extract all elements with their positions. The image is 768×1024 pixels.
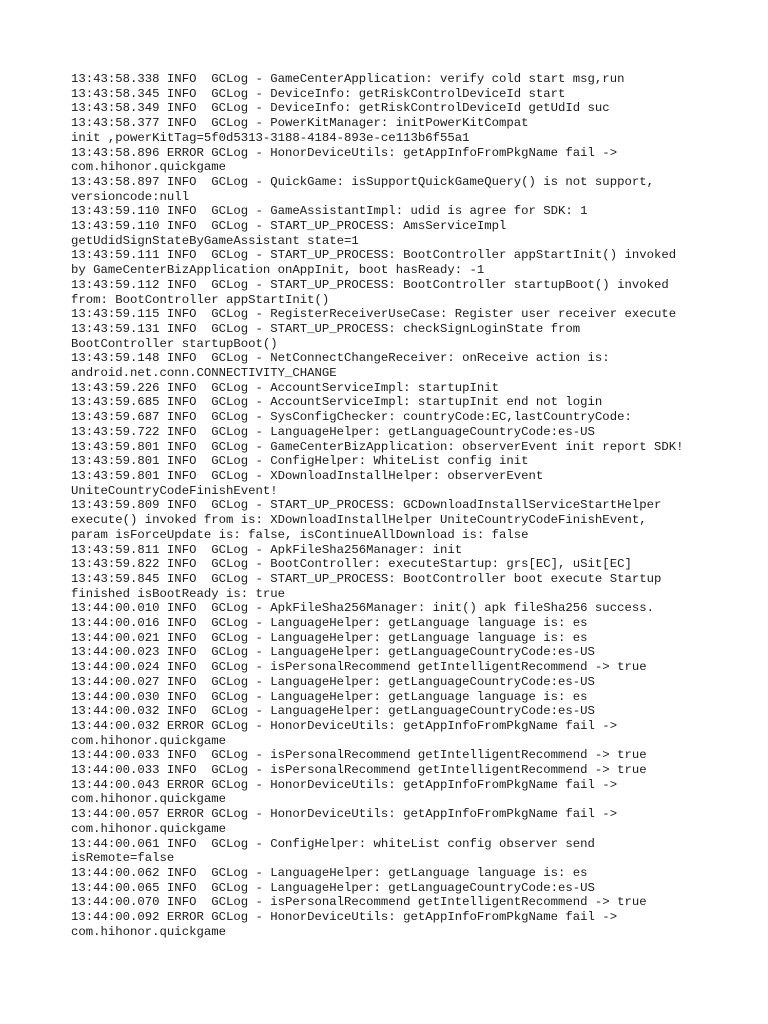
log-line: 13:43:59.687 INFO GCLog - SysConfigChecker: countryCode:EC,lastCountryCode:	[71, 410, 632, 425]
log-line: execute() invoked from is: XDownloadInstallHelper UniteCountryCodeFinishEvent,	[71, 513, 647, 528]
log-line: 13:44:00.010 INFO GCLog - ApkFileSha256Manager: init() apk fileSha256 success.	[71, 601, 654, 616]
log-line: 13:44:00.032 INFO GCLog - LanguageHelper: getLanguageCountryCode:es-US	[71, 704, 595, 719]
log-line: 13:43:59.845 INFO GCLog - START_UP_PROCESS: BootController boot execute Startup	[71, 571, 662, 586]
log-line: 13:44:00.033 INFO GCLog - isPersonalRecommend getIntelligentRecommend -> true	[71, 748, 647, 763]
log-line: 13:44:00.070 INFO GCLog - isPersonalRecommend getIntelligentRecommend -> true	[71, 895, 647, 910]
log-line: from: BootController appStartInit()	[71, 292, 330, 307]
log-line: 13:43:59.685 INFO GCLog - AccountServiceImpl: startupInit end not login	[71, 395, 603, 410]
log-line: UniteCountryCodeFinishEvent!	[71, 483, 278, 498]
log-line: 13:43:58.897 INFO GCLog - QuickGame: isSupportQuickGameQuery() is not support,	[71, 174, 654, 189]
log-line: by GameCenterBizApplication onAppInit, boot hasReady: -1	[71, 263, 485, 278]
log-line: 13:43:59.110 INFO GCLog - START_UP_PROCESS: AmsServiceImpl	[71, 219, 507, 234]
log-line: versioncode:null	[71, 189, 190, 204]
log-line: com.hihonor.quickgame	[71, 924, 226, 939]
log-line: 13:43:58.896 ERROR GCLog - HonorDeviceUtils: getAppInfoFromPkgName fail ->	[71, 145, 618, 160]
log-line: 13:44:00.023 INFO GCLog - LanguageHelper: getLanguageCountryCode:es-US	[71, 645, 595, 660]
log-line: 13:44:00.062 INFO GCLog - LanguageHelper: getLanguage language is: es	[71, 865, 588, 880]
log-line: 13:43:59.809 INFO GCLog - START_UP_PROCESS: GCDownloadInstallServiceStartHelper	[71, 498, 662, 513]
log-line: 13:44:00.065 INFO GCLog - LanguageHelper: getLanguageCountryCode:es-US	[71, 880, 595, 895]
log-line: 13:43:59.111 INFO GCLog - START_UP_PROCESS: BootController appStartInit() invoked	[71, 248, 677, 263]
log-line: com.hihonor.quickgame	[71, 733, 226, 748]
log-line: 13:43:58.349 INFO GCLog - DeviceInfo: getRiskControlDeviceId getUdId suc	[71, 101, 610, 116]
log-line: 13:43:59.131 INFO GCLog - START_UP_PROCESS: checkSignLoginState from	[71, 321, 581, 336]
log-line: 13:44:00.043 ERROR GCLog - HonorDeviceUtils: getAppInfoFromPkgName fail ->	[71, 777, 618, 792]
log-line: com.hihonor.quickgame	[71, 792, 226, 807]
log-line: isRemote=false	[71, 851, 175, 866]
log-line: 13:43:58.338 INFO GCLog - GameCenterApplication: verify cold start msg,run	[71, 72, 625, 86]
log-line: finished isBootReady is: true	[71, 586, 286, 601]
log-line: init ,powerKitTag=5f0d5313-3188-4184-893e-ce113b6f55a1	[71, 130, 470, 145]
log-line: 13:44:00.030 INFO GCLog - LanguageHelper: getLanguage language is: es	[71, 689, 588, 704]
log-line: 13:44:00.027 INFO GCLog - LanguageHelper: getLanguageCountryCode:es-US	[71, 674, 595, 689]
log-line: 13:44:00.033 INFO GCLog - isPersonalRecommend getIntelligentRecommend -> true	[71, 763, 647, 778]
log-line: 13:43:59.722 INFO GCLog - LanguageHelper: getLanguageCountryCode:es-US	[71, 424, 595, 439]
log-line: 13:44:00.061 INFO GCLog - ConfigHelper: whiteList config observer send	[71, 836, 595, 851]
log-line: 13:43:59.148 INFO GCLog - NetConnectChangeReceiver: onReceive action is:	[71, 351, 610, 366]
log-line: getUdidSignStateByGameAssistant state=1	[71, 233, 359, 248]
log-line: 13:43:59.226 INFO GCLog - AccountServiceImpl: startupInit	[71, 380, 500, 395]
log-line: 13:43:59.112 INFO GCLog - START_UP_PROCESS: BootController startupBoot() invoked	[71, 277, 669, 292]
log-line: 13:44:00.016 INFO GCLog - LanguageHelper: getLanguage language is: es	[71, 616, 588, 631]
log-line: 13:43:59.822 INFO GCLog - BootController: executeStartup: grs[EC], uSit[EC]	[71, 557, 632, 572]
log-line: param isForceUpdate is: false, isContinueAllDownload is: false	[71, 527, 529, 542]
log-line: 13:44:00.032 ERROR GCLog - HonorDeviceUtils: getAppInfoFromPkgName fail ->	[71, 718, 618, 733]
log-line: 13:43:59.115 INFO GCLog - RegisterReceiverUseCase: Register user receiver execute	[71, 307, 677, 322]
log-line: 13:43:59.110 INFO GCLog - GameAssistantImpl: udid is agree for SDK: 1	[71, 204, 588, 219]
log-line: 13:43:59.801 INFO GCLog - ConfigHelper: WhiteList config init	[71, 454, 529, 469]
log-line: 13:43:58.377 INFO GCLog - PowerKitManager: initPowerKitCompat	[71, 116, 529, 131]
log-line: 13:43:59.811 INFO GCLog - ApkFileSha256Manager: init	[71, 542, 463, 557]
log-line: 13:43:58.345 INFO GCLog - DeviceInfo: getRiskControlDeviceId start	[71, 86, 566, 101]
log-line: 13:44:00.021 INFO GCLog - LanguageHelper: getLanguage language is: es	[71, 630, 588, 645]
log-line: com.hihonor.quickgame	[71, 160, 226, 175]
log-line: com.hihonor.quickgame	[71, 821, 226, 836]
log-line: 13:43:59.801 INFO GCLog - GameCenterBizApplication: observerEvent init report SDK!	[71, 439, 684, 454]
log-line: 13:44:00.092 ERROR GCLog - HonorDeviceUtils: getAppInfoFromPkgName fail ->	[71, 910, 618, 925]
log-line: BootController startupBoot()	[71, 336, 278, 351]
log-line: 13:44:00.057 ERROR GCLog - HonorDeviceUtils: getAppInfoFromPkgName fail ->	[71, 807, 618, 822]
log-line: android.net.conn.CONNECTIVITY_CHANGE	[71, 366, 337, 381]
log-line: 13:43:59.801 INFO GCLog - XDownloadInstallHelper: observerEvent	[71, 468, 544, 483]
log-line: 13:44:00.024 INFO GCLog - isPersonalRecommend getIntelligentRecommend -> true	[71, 660, 647, 675]
log-text-block	[71, 72, 751, 939]
